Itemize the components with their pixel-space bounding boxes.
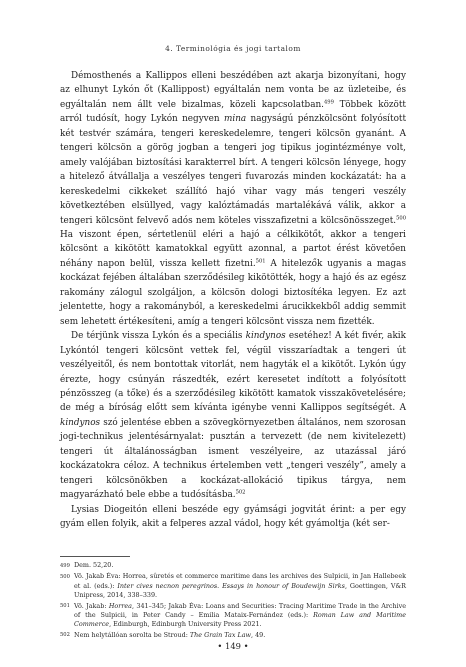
footnote-text — [74, 602, 406, 630]
footnote-text — [74, 561, 406, 571]
text-run: Többek között arról tudósít, hogy Lykón negyven — [60, 99, 406, 125]
main-text — [60, 69, 406, 532]
text-run: , Edinburgh, Edinburgh University Press 2021. — [109, 620, 262, 628]
italic-term: kindynos — [245, 331, 286, 342]
footnote-text — [74, 572, 406, 600]
italic-term: mina — [223, 114, 247, 125]
text-run: Démosthenés a Kallippos elleni beszédében azt akarja bizonyítani, hogy az elhunyt Lykón őt (Kallippost) egyáltalán nem vonta be az üzleteibe, és egyáltalán nem állt vele bizalmas, közeli kapcsolatban. — [60, 71, 406, 110]
footnote-text — [74, 631, 406, 641]
paragraph — [60, 69, 406, 329]
text-run: Dem. 52,20. — [74, 561, 114, 569]
footnote-number: 500 — [60, 573, 70, 580]
text-run: Ha viszont épen, sértetlenül eléri a hajó a célkikötőt, akkor a tengeri kölcsönt a kikötött kamatokkal együtt azonnal, a partot érést követően néhány napon belül, vissza kellett fizetni. — [60, 229, 406, 269]
footnote — [60, 561, 406, 571]
text-run: Nem helytállóan sorolta be Stroud: — [74, 630, 190, 639]
text-run: Vö. Jakab: — [74, 601, 109, 610]
paragraph — [60, 503, 406, 532]
footnote-number: 502 — [60, 632, 70, 639]
footnote-ref: 502 — [235, 489, 246, 496]
text-run: szó jelentése ebben a szövegkörnyezetben általános, nem szorosan jogi-technikus jelentésárnyalat: pusztán a tervezett (de nem kivitelezett) tengeri út általánosságban isment veszélyeire, az utazással járó kockázatokra céloz. A technikus értelemben vett „tengeri veszély”, amely a tengeri kölcsönökben a kockázat-allokáció tipikus tárgya, nem magyarázható bele ebbe a tudósításba. — [60, 417, 406, 501]
italic-term: The Grain Tax Law — [189, 630, 252, 639]
italic-term: Horrea — [108, 601, 132, 610]
footnotes — [60, 561, 406, 642]
text-run: Lysias Diogeitón elleni beszéde egy gyámsági jogvitát érint: a per egy gyám ellen folyik, akit a felperes azzal vádol, hogy két gyámoltja (két ser- — [60, 504, 406, 530]
text-run: nagyságú pénzkölcsönt folyósított két testvér számára, tengeri kereskedelemre, tengeri kölcsön gyanánt. A tengeri kölcsön a görög jogban a tengeri jog tipikus jogintézménye volt, amely valójában biztosítási karakterrel bírt. A tengeri kölcsön lényege, hogy a hitelező átvállalja a veszélyes tengeri fuvarozás minden kockázatát: ha a kereskedelmi cikkeket szállító hajó vihar vagy más tengeri veszély következtében elsüllyed, vagy kalóztámadás martalékává válik, akkor a tengeri kölcsönt felvevő adós nem köteles visszafizetni a kölcsönösszeget. — [60, 114, 407, 226]
footnote — [60, 572, 406, 600]
text-run: , 49. — [251, 630, 266, 639]
footnote — [60, 602, 406, 630]
italic-term: Inter cives necnon peregrinos. Essays in honour of Boudewijn Sirks — [117, 581, 345, 590]
footnote-separator — [60, 556, 130, 557]
text-run: Vö. Jakab Éva: Horrea, sûretés et commerce maritime dans les archives des Sulpicii, in Jan Hallebeek et al. (eds.): — [74, 572, 406, 590]
italic-term: Roman Law and Maritime Commerce — [74, 610, 406, 628]
running-header: 4. Terminológia és jogi tartalom — [165, 44, 301, 53]
text-run: , 341–345; Jakab Éva: Loans and Securities: Tracing Maritime Trade in the Archive of the Sulpicii, in Peter Candy – Emilia Mataix-Fernández (eds.): — [74, 601, 407, 619]
text-run: De térjünk vissza Lykón és a speciális — [71, 331, 246, 342]
text-run: esetéhez! A két fivér, akik Lykóntól tengeri kölcsönt vettek fel, végül visszaríadtak a tengeri út veszélyeitől, és nem bontottak vitorlát, nem hagyták el a kikötőt. Lykón úgy érezte, hogy csúnyán rászedték, ezért keresetet indított a folyósított pénzösszeg (a tőke) és a szerződésileg kikötött kamatok visszakövetelésére; de még a bíróság előtt sem kívánta igénybe venni Kallippos segítségét. A — [60, 331, 406, 414]
text-run: A hitelezők ugyanis a magas kockázat fejében általában szerződésileg kikötötték, hogy a hajó és az egész rakomány zálogul szolgáljon, a kölcsön dologi biztosítéka legyen. Ez azt jelentette, hogy a rakományból, a kereskedelmi árucikkekből addig semmit sem lehetett értékesíteni, amíg a tengeri kölcsönt vissza nem fizették. — [60, 258, 406, 327]
footnote-number: 499 — [60, 562, 70, 569]
italic-term: kindynos — [60, 417, 101, 428]
footnote-ref: 501 — [255, 258, 266, 265]
paragraph — [60, 329, 406, 502]
footnote — [60, 631, 406, 641]
text-run: , Goettingen, V&R Unipress, 2014, 338–339. — [74, 581, 406, 599]
page-number: • 149 • — [217, 641, 249, 651]
footnote-ref: 500 — [396, 215, 406, 222]
footnote-ref: 499 — [323, 99, 334, 106]
footnote-number: 501 — [60, 603, 70, 610]
